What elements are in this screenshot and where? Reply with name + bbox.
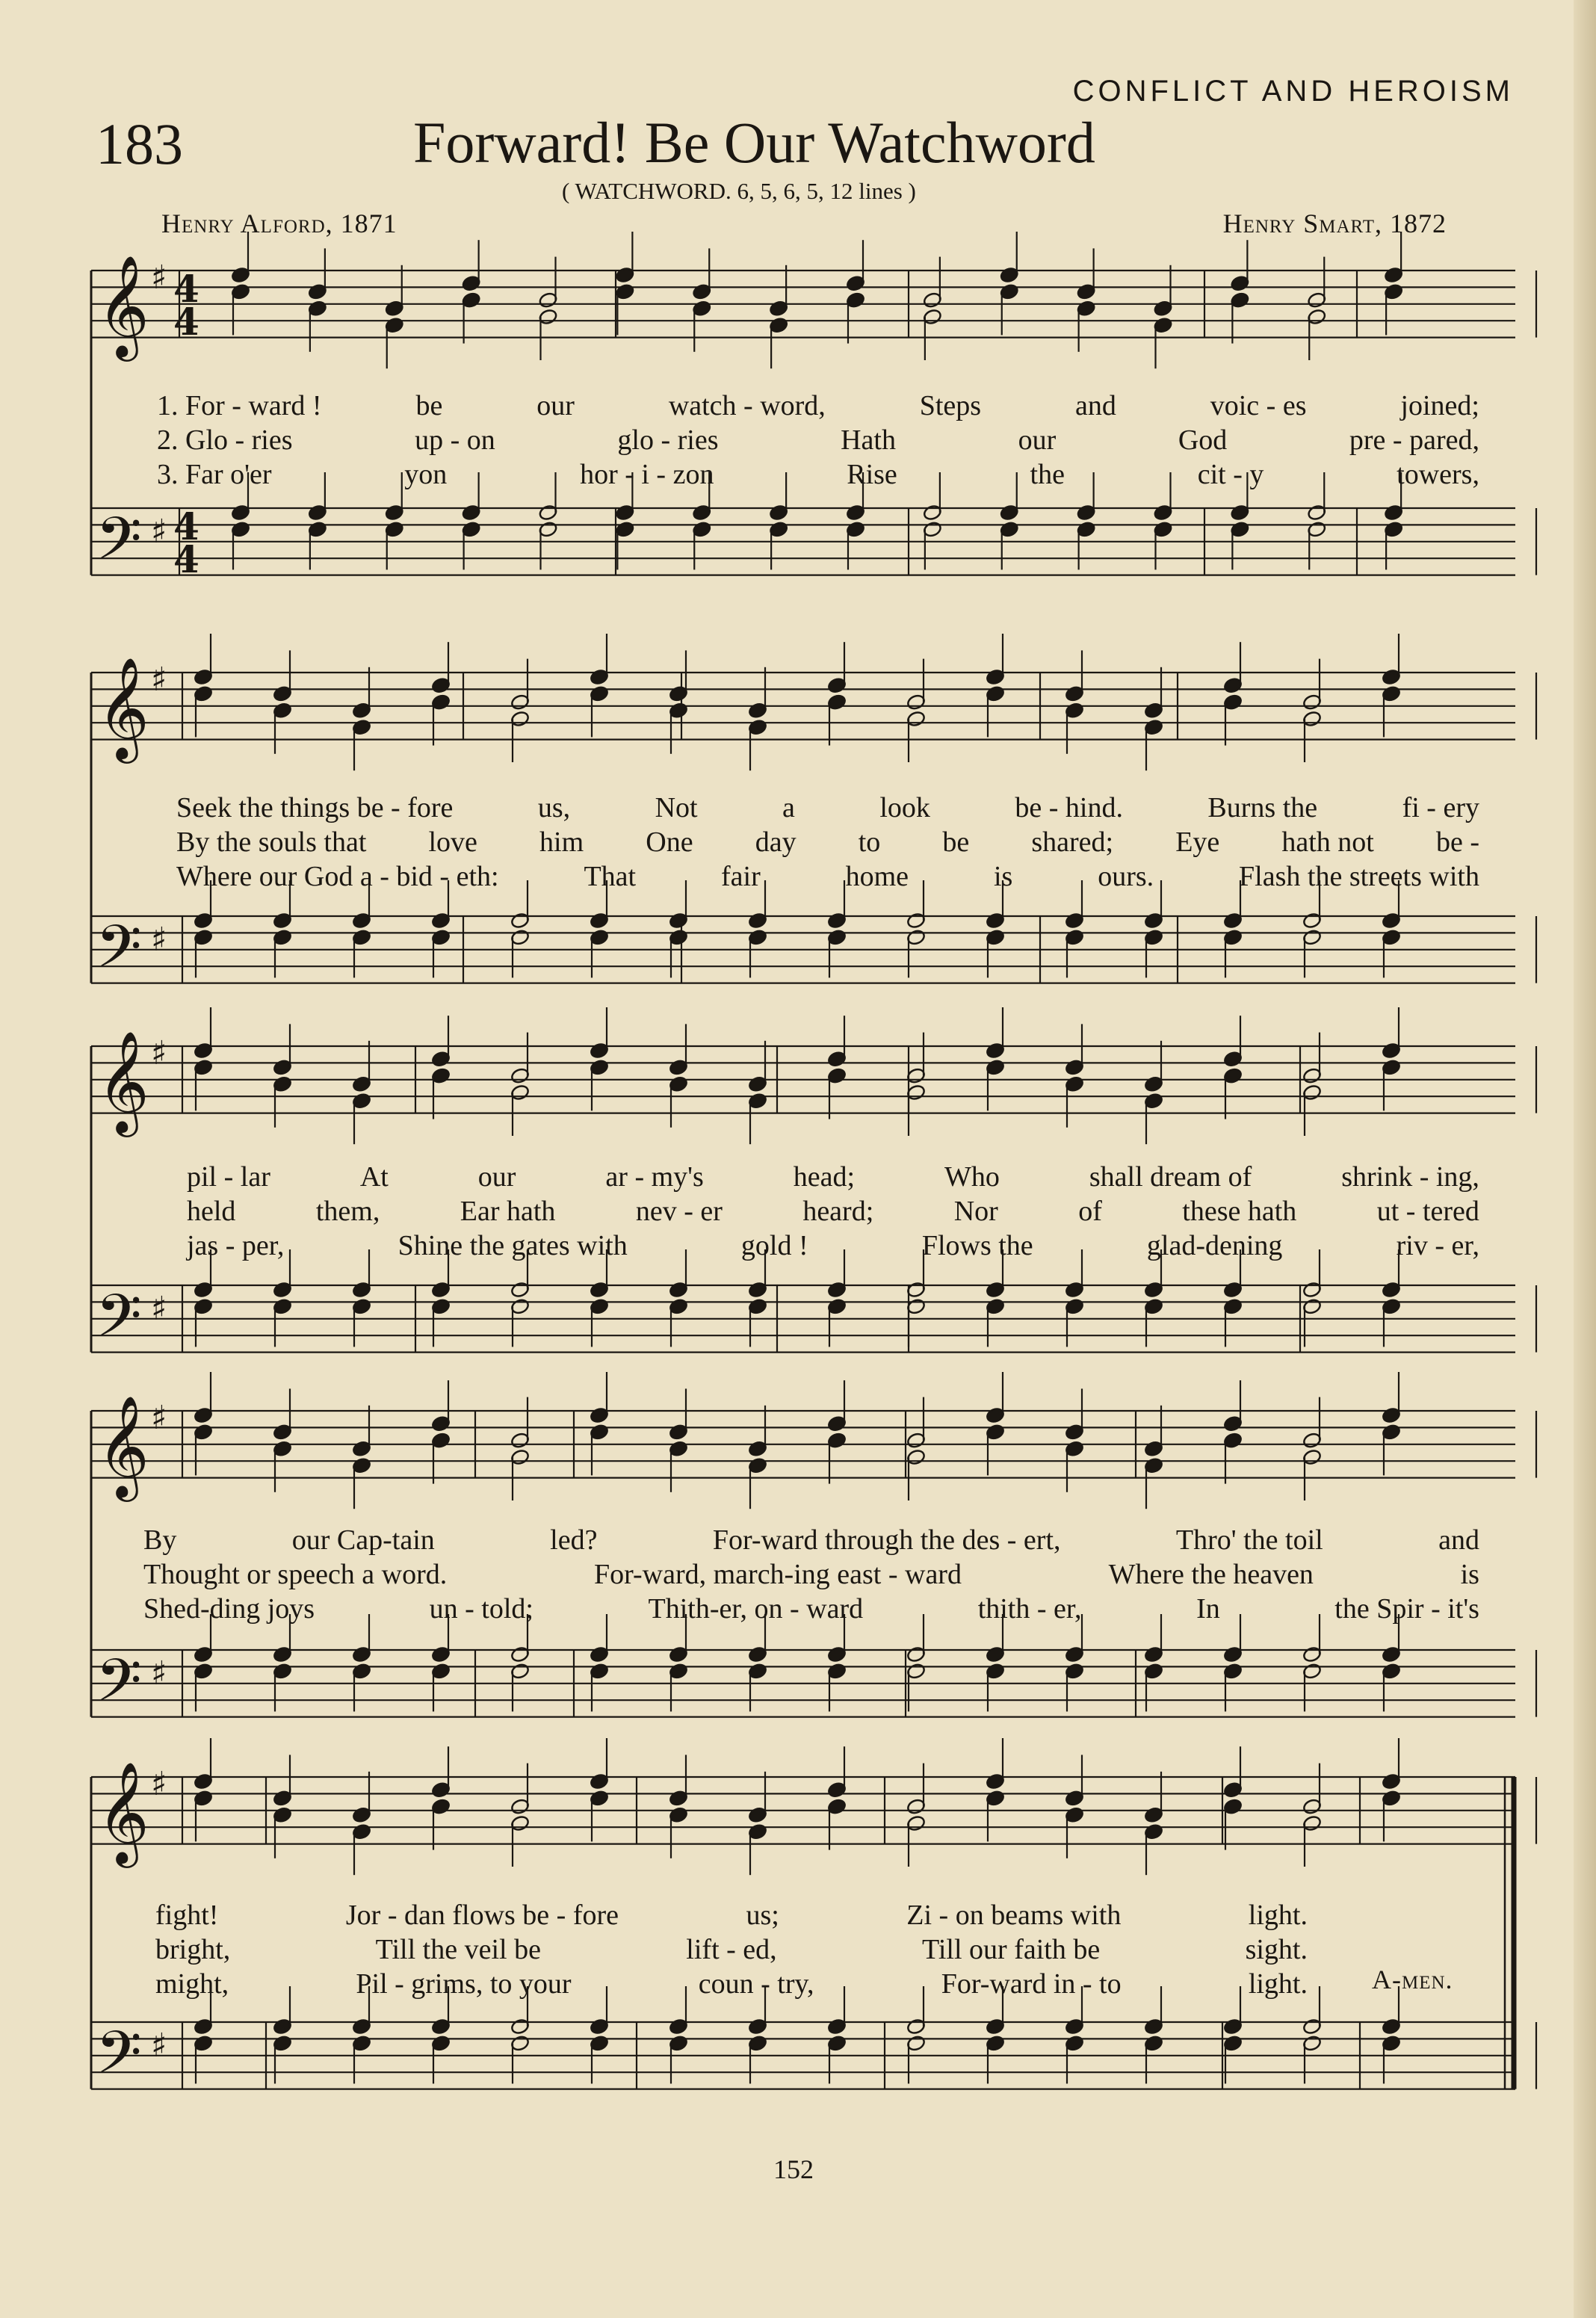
lyric-line [143, 1557, 1479, 1592]
bass-clef-icon: 𝄢 [96, 1645, 142, 1730]
lyric-word: Till our faith be [922, 1934, 1101, 1965]
lyric-word: By [143, 1524, 177, 1556]
lyric-word: ar - my's [605, 1161, 704, 1193]
lyric-word: un - told; [429, 1593, 533, 1625]
amen-label: A-men. [1372, 1965, 1453, 1994]
bass-staff [91, 916, 1515, 983]
treble-staff [91, 1046, 1515, 1113]
lyric-word: pre - pared, [1349, 424, 1479, 456]
lyric-word: voic - es [1210, 390, 1307, 421]
lyric-word: light. [1248, 1968, 1308, 2000]
lyric-word: Shed-ding joys [143, 1593, 315, 1625]
treble-staff [91, 1411, 1515, 1478]
lyric-word: glo - ries [617, 424, 719, 456]
lyric-word: Zi - on beams with [906, 1900, 1122, 1931]
lyric-word: lift - ed, [686, 1934, 777, 1965]
lyric-word: Who [944, 1161, 1000, 1193]
sharp-icon: ♯ [151, 921, 167, 959]
lyric-word: riv - er, [1396, 1230, 1479, 1261]
composer-credit: Henry Smart, 1872 [1222, 208, 1447, 238]
lyric-word: Pil - grims, to your [356, 1968, 572, 2000]
bass-clef-icon: 𝄢 [96, 2018, 142, 2102]
lyric-word: fi - ery [1402, 792, 1479, 823]
lyric-word: love [428, 826, 477, 858]
lyric-word: In [1196, 1593, 1220, 1625]
lyric-word: thith - er, [977, 1593, 1082, 1625]
lyric-word: coun - try, [698, 1968, 814, 2000]
lyric-word: Where the heaven [1108, 1559, 1314, 1590]
lyric-word: One [646, 826, 693, 858]
lyric-word: shrink - ing, [1341, 1161, 1479, 1193]
lyric-word: Eye [1175, 826, 1220, 858]
lyric-word: Flash the streets with [1239, 861, 1479, 892]
hymn-title: Forward! Be Our Watchword [413, 110, 1095, 175]
tune-meter: ( WATCHWORD. 6, 5, 6, 5, 12 lines ) [562, 178, 916, 204]
lyric-word: Rise [847, 459, 897, 490]
section-heading: CONFLICT AND HEROISM [1072, 75, 1514, 108]
lyric-word: be [415, 390, 443, 421]
lyric-word: cit - y [1197, 459, 1264, 490]
lyric-word: is [1460, 1559, 1479, 1590]
lyric-line [176, 859, 1479, 894]
lyric-word: For-ward, march-ing east - ward [593, 1559, 962, 1590]
sharp-icon: ♯ [151, 1290, 167, 1328]
lyric-word: home [845, 861, 909, 892]
lyric-word: and [1074, 390, 1116, 421]
lyric-word: Thith-er, on - ward [648, 1593, 864, 1625]
sharp-icon: ♯ [151, 2027, 167, 2065]
lyric-word: up - on [415, 424, 495, 456]
lyric-word: hor - i - zon [580, 459, 714, 490]
lyric-word: Where our God a - bid - eth: [176, 861, 499, 892]
lyric-word: held [187, 1196, 236, 1227]
lyric-word: fair [721, 861, 761, 892]
lyric-word: Thro' the toil [1175, 1524, 1323, 1556]
lyric-word: our [536, 390, 575, 421]
sharp-icon: ♯ [151, 1765, 167, 1803]
lyric-word: him [539, 826, 584, 858]
lyric-word: be [942, 826, 970, 858]
lyric-word: day [755, 826, 797, 858]
lyric-word: a [782, 792, 795, 823]
bass-staff [91, 2022, 1515, 2089]
treble-clef-icon: 𝄞 [97, 253, 149, 357]
lyric-word: led? [550, 1524, 598, 1556]
lyric-word: joined; [1400, 390, 1479, 421]
hymn-number: 183 [96, 111, 183, 176]
lyric-word: Burns the [1207, 792, 1318, 823]
time-signature: 4 [173, 537, 200, 581]
lyric-word: to [858, 826, 881, 858]
lyric-word: is [993, 861, 1013, 892]
lyric-word: might, [155, 1968, 229, 2000]
lyric-word: Steps [919, 390, 982, 421]
treble-clef-icon: 𝄞 [97, 1760, 149, 1864]
lyric-word: towers, [1396, 459, 1479, 490]
treble-staff [91, 271, 1515, 338]
lyric-word: That [584, 861, 637, 892]
bass-staff [91, 508, 1515, 575]
lyric-word: Not [655, 792, 698, 823]
lyric-line [155, 1932, 1308, 1967]
lyric-word: Flows the [921, 1230, 1033, 1261]
lyric-word: Thought or speech a word. [143, 1559, 448, 1590]
lyric-word: shared; [1031, 826, 1114, 858]
lyric-word: watch - word, [668, 390, 826, 421]
time-signature: 4 [173, 300, 200, 344]
lyric-word: Seek the things be - fore [176, 792, 454, 823]
treble-clef-icon: 𝄞 [97, 1029, 149, 1133]
bass-staff [91, 1285, 1515, 1353]
lyric-word: be - hind. [1015, 792, 1123, 823]
lyric-word: look [879, 792, 930, 823]
lyric-line [155, 1967, 1308, 2001]
lyric-line [143, 1592, 1479, 1626]
lyric-word: shall dream of [1089, 1161, 1252, 1193]
lyric-line [155, 1898, 1308, 1932]
lyric-word: bright, [155, 1934, 231, 1965]
lyric-word: light. [1248, 1900, 1308, 1931]
bass-clef-icon: 𝄢 [96, 912, 142, 996]
lyric-word: them, [315, 1196, 380, 1227]
treble-staff [91, 673, 1515, 740]
lyric-word: jas - per, [187, 1230, 285, 1261]
lyric-word: nev - er [635, 1196, 723, 1227]
lyric-word: By the souls that [176, 826, 367, 858]
lyric-word: the [1030, 459, 1065, 490]
lyric-line [157, 389, 1479, 423]
lyric-word: us; [746, 1900, 779, 1931]
lyric-word: fight! [155, 1900, 219, 1931]
lyric-word: Shine the gates with [398, 1230, 628, 1261]
lyric-word: For-ward in - to [941, 1968, 1122, 2000]
sharp-icon: ♯ [151, 1034, 167, 1072]
lyric-word: these hath [1182, 1196, 1297, 1227]
sharp-icon: ♯ [151, 259, 167, 297]
lyric-word: Hath [841, 424, 896, 456]
treble-staff [91, 1777, 1515, 1844]
lyric-word: heard; [802, 1196, 874, 1227]
lyric-line [176, 825, 1479, 859]
lyric-word: of [1078, 1196, 1102, 1227]
lyric-word: Nor [953, 1196, 998, 1227]
lyric-word: Till the veil be [375, 1934, 541, 1965]
lyric-line [176, 791, 1479, 825]
lyric-word: our [477, 1161, 516, 1193]
lyric-word: glad-dening [1146, 1230, 1283, 1261]
sharp-icon: ♯ [151, 513, 167, 551]
lyric-word: For-ward through the des - ert, [712, 1524, 1061, 1556]
sharp-icon: ♯ [151, 1654, 167, 1693]
lyric-line [143, 1523, 1479, 1557]
lyric-word: be - [1435, 826, 1479, 858]
sharp-icon: ♯ [151, 1399, 167, 1437]
lyric-word: head; [793, 1161, 856, 1193]
lyric-word: Jor - dan flows be - fore [345, 1900, 619, 1931]
lyric-line [187, 1194, 1479, 1228]
lyric-word: Ear hath [460, 1196, 556, 1227]
lyric-word: 1. For - ward ! [157, 390, 322, 421]
lyric-word: ours. [1098, 861, 1154, 892]
lyric-word: ut - tered [1376, 1196, 1479, 1227]
author-credit: Henry Alford, 1871 [161, 208, 398, 238]
lyric-word: hath not [1281, 826, 1374, 858]
lyric-word: pil - lar [187, 1161, 270, 1193]
lyric-word: our Cap-tain [291, 1524, 435, 1556]
lyric-word: God [1178, 424, 1228, 456]
bass-clef-icon: 𝄢 [96, 504, 142, 588]
sharp-icon: ♯ [151, 661, 167, 699]
page-number: 152 [773, 2154, 814, 2184]
bass-staff [91, 1650, 1515, 1717]
time-signature: 4 [173, 504, 200, 548]
lyric-line [157, 457, 1479, 492]
lyric-word: gold ! [740, 1230, 808, 1261]
lyric-word: yon [404, 459, 448, 490]
treble-clef-icon: 𝄞 [97, 1394, 149, 1498]
lyric-line [187, 1160, 1479, 1194]
lyric-word: the Spir - it's [1334, 1593, 1479, 1625]
bass-clef-icon: 𝄢 [96, 1281, 142, 1365]
lyric-word: sight. [1245, 1934, 1308, 1965]
lyric-word: our [1018, 424, 1057, 456]
lyric-line [157, 423, 1479, 457]
lyric-word: 2. Glo - ries [157, 424, 293, 456]
lyric-word: At [359, 1161, 389, 1193]
lyric-line [187, 1228, 1479, 1263]
treble-clef-icon: 𝄞 [97, 655, 149, 759]
lyric-word: and [1438, 1524, 1479, 1556]
lyric-word: 3. Far o'er [157, 459, 272, 490]
lyric-word: us, [537, 792, 571, 823]
time-signature: 4 [173, 267, 200, 311]
